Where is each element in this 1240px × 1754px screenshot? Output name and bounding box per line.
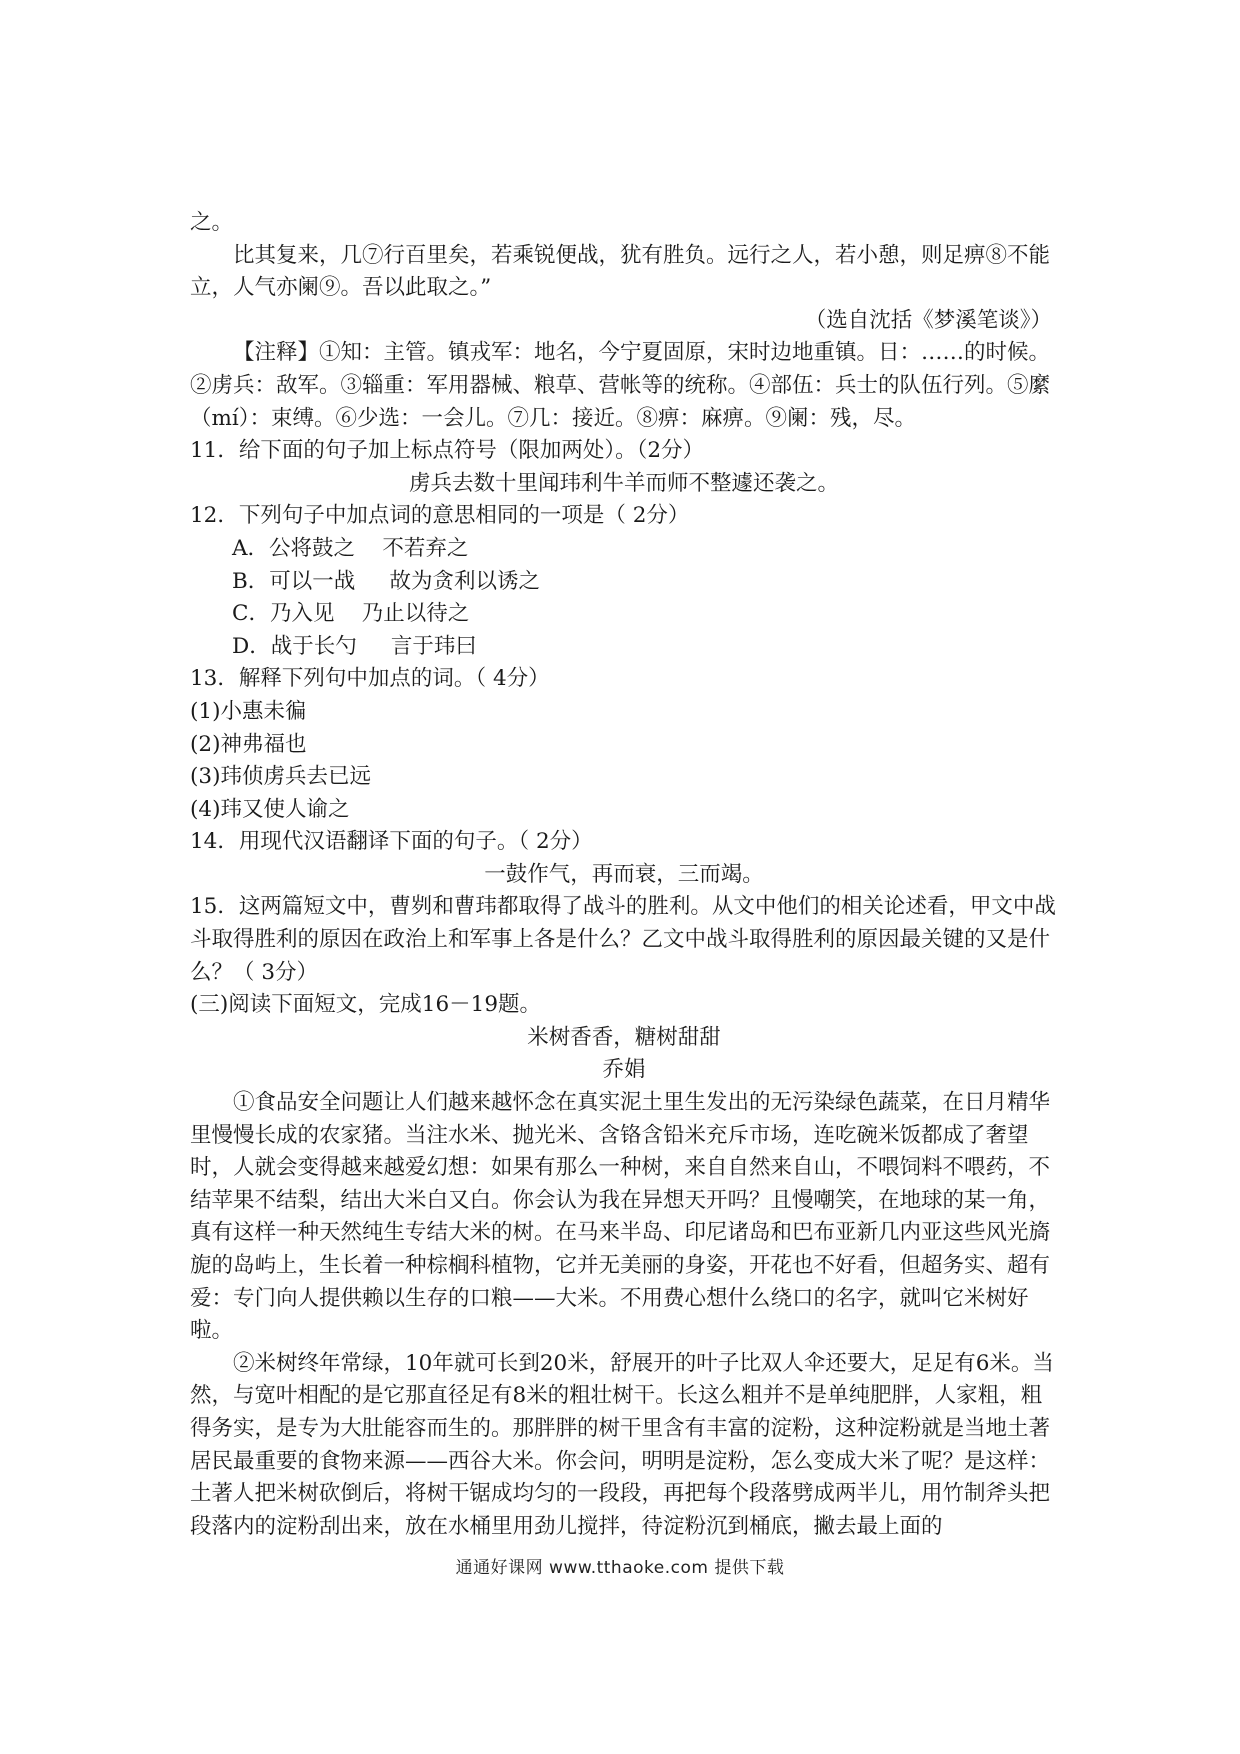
question-13-item-1: (1)小惠未徧 [190, 698, 307, 724]
article-paragraph-2: ②米树终年常绿，10年就可长到20米，舒展开的叶子比双人伞还要大，足足有6米。当然，与宽叶相配的是它那直径足有8米的粗壮树干。长这么粗并不是单纯肥胖，人家粗，粗得务实，是专为大肚能容而生的。那胖胖的树干里含有丰富的淀粉，这种淀粉就是当地土著居民最重要的食物来源——西谷大米。你会问，明明是淀粉，怎么变成大米了呢？是这样：土著人把米树砍倒后，将树干锯成均匀的一段段，再把每个段落劈成两半儿，用竹制斧头把段落内的淀粉刮出来，放在水桶里用劲儿搅拌，待淀粉沉到桶底，撇去最上面的 [190, 1350, 1054, 1539]
passage-tail-line: 之。 [190, 210, 234, 235]
question-14-stem: 14．用现代汉语翻译下面的句子。（ 2分） [190, 829, 593, 855]
question-13-item-2: (2)神弗福也 [190, 731, 307, 757]
page-footer: 通通好课网 www.tthaoke.com 提供下载 [455, 1558, 785, 1578]
passage-notes: 【注释】①知：主管。镇戎军：地名，今宁夏固原，宋时边地重镇。日：……的时候。②虏兵：敌军。③辎重：军用器械、粮草、营帐等的统称。④部伍：兵士的队伍行列。⑤縻（mí）：束缚。⑥少选：一会儿。⑦几：接近。⑧痹：麻痹。⑨阑：残，尽。 [190, 340, 1051, 431]
question-12-stem: 12．下列句子中加点词的意思相同的一项是（ 2分） [190, 503, 690, 529]
question-12-option-c: C．乃入见 乃止以待之 [232, 601, 470, 627]
question-12-option-a: A．公将鼓之 不若弃之 [232, 535, 469, 561]
question-13-stem: 13．解释下列句中加点的词。（ 4分） [190, 666, 550, 692]
question-13-item-3: (3)玮侦虏兵去已远 [190, 764, 371, 790]
question-13-item-4: (4)玮又使人谕之 [190, 796, 350, 822]
article-paragraph-1: ①食品安全问题让人们越来越怀念在真实泥土里生发出的无污染绿色蔬菜，在日月精华里慢慢长成的农家猪。当注水米、抛光米、含铬含铅米充斥市场，连吃碗米饭都成了奢望时，人就会变得越来越爱幻想：如果有那么一种树，来自自然来自山，不喂饲料不喂药，不结苹果不结梨，结出大米白又白。你会认为我在异想天开吗？且慢嘲笑，在地球的某一角，真有这样一种天然纯生专结大米的树。在马来半岛、印尼诸岛和巴布亚新几内亚这些风光旖旎的岛屿上，生长着一种棕榈科植物，它并无美丽的身姿，开花也不好看，但超务实、超有爱：专门向人提供赖以生存的口粮——大米。不用费心想什么绕口的名字，就叫它米树好啦。 [190, 1090, 1051, 1344]
question-12-option-b: B．可以一战 故为贪利以诱之 [232, 568, 540, 594]
passage-tail-paragraph: 比其复来，几⑦行百里矣，若乘锐便战，犹有胜负。远行之人，若小憩，则足痹⑧不能立，人气亦阑⑨。吾以此取之。” [190, 242, 1051, 301]
question-11-sentence: 虏兵去数十里闻玮利牛羊而师不整遽还袭之。 [408, 470, 839, 496]
question-12-option-d: D．战于长勺 言于玮曰 [232, 633, 477, 659]
page-content [190, 207, 1058, 1543]
question-15-stem: 15．这两篇短文中，曹刿和曹玮都取得了战斗的胜利。从文中他们的相关论述看，甲文中战斗取得胜利的原因在政治上和军事上各是什么？乙文中战斗取得胜利的原因最关键的又是什么？（ 3分） [190, 894, 1056, 985]
question-11-stem: 11．给下面的句子加上标点符号（限加两处）。（2分） [190, 438, 705, 464]
article-title: 米树香香，糖树甜甜 [527, 1024, 721, 1050]
section-3-heading: (三)阅读下面短文，完成16－19题。 [190, 992, 541, 1018]
passage-source: （选自沈括《梦溪笔谈》） [804, 307, 1052, 333]
question-14-sentence: 一鼓作气，再而衰，三而竭。 [484, 861, 764, 887]
article-author: 乔娟 [602, 1057, 646, 1083]
